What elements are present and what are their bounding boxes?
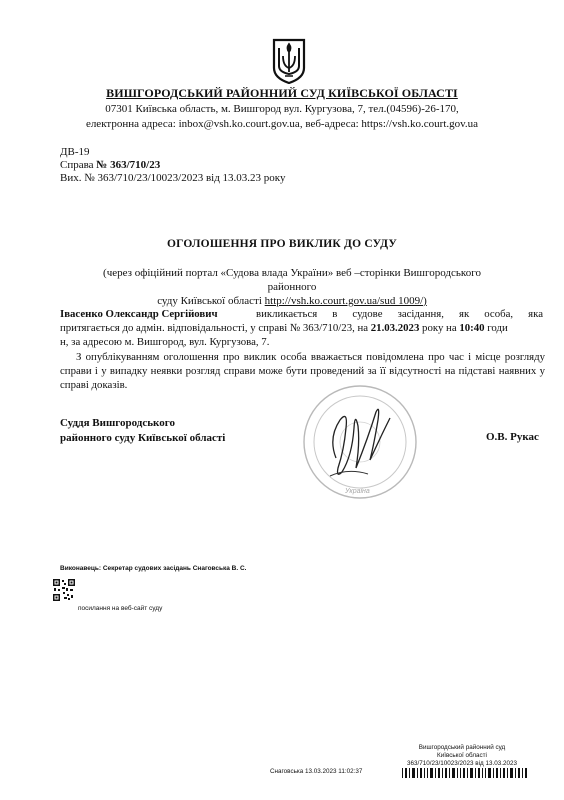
stamp-line-2: Київської області [437,752,487,759]
court-address: 07301 Київська область, м. Вишгород вул. Кургузова, 7, тел.(04596)-26-170, [105,103,459,115]
court-contacts: електронна адреса: inbox@vsh.ko.court.gov.ua, веб-адреса: https://vsh.ko.court.gov.ua [85,118,479,130]
announcement-subtitle [82,266,502,308]
stamp-user: Снаговська 13.03.2023 11:02:37 [270,768,363,775]
announcement-title: ОГОЛОШЕННЯ ПРО ВИКЛИК ДО СУДУ [166,238,398,250]
seal-text: Україна [345,488,370,495]
p1-part-e: н, за адресою м. Вишгород, вул. Кургузова, 7. [60,336,270,348]
summons-paragraph [60,307,545,349]
outgoing-number: Вих. № 363/710/23/10023/2023 від 13.03.23 року [60,172,286,184]
subtitle-line-2 [82,294,502,308]
notice-paragraph: З опублікуванням оголошення про виклик особа вважається повідомлена про час і місце розгляду справи і у випадку неявки розгляд справи може бути проведений за її відсутності на підставі наявних у справі доказів. [60,351,545,391]
court-name: ВИШГОРОДСЬКИЙ РАЙОННИЙ СУД КИЇВСЬКОЇ ОБЛАСТІ [106,86,458,100]
p1-part-a: викликається в судове засідання, як особа, яка [256,308,543,320]
hearing-date: 21.03.2023 [370,322,420,334]
p1-part-c: року на [419,322,460,334]
doc-code: ДВ-19 [60,146,90,158]
stamp-line-3: 363/710/23/10023/2023 від 13.03.2023 [407,760,517,767]
case-label: Справа [60,159,97,171]
paragraph-line-1 [60,307,545,321]
barcode-icon [400,767,530,779]
case-number: № 363/710/23 [96,159,161,171]
person-name: Івасенко Олександр Сергійович [60,308,218,320]
case-line [60,159,160,172]
subtitle-line-1: (через офіційний портал «Судова влада України» веб –сторінки Вишгородського районного [103,267,481,293]
judge-line-1: Суддя Вишгородського [60,417,175,429]
qr-caption: посилання на веб-сайт суду [78,605,163,612]
signature-icon [318,398,398,488]
qr-code-icon[interactable] [52,578,76,602]
judge-line-2: районного суду Київської області [60,432,226,444]
judge-title [60,416,225,446]
subtitle-text: суду Київської області [157,295,265,307]
executor-line: Виконавець: Секретар судових засідань Снаговська В. С. [60,565,247,572]
p1-part-b: притягається до адмін. відповідальності, у справі № 363/710/23, на [60,322,371,334]
court-site-link[interactable]: http://vsh.ko.court.gov.ua/sud 1009/) [264,295,427,307]
judge-name: О.В. Рукас [486,431,539,443]
hearing-time: 10:40 [459,322,485,334]
stamp-line-1: Вишгородський районний суд [418,744,506,751]
p1-part-d: годи [484,322,508,334]
paragraph-line-2 [60,321,545,335]
coat-of-arms-icon [272,38,306,84]
